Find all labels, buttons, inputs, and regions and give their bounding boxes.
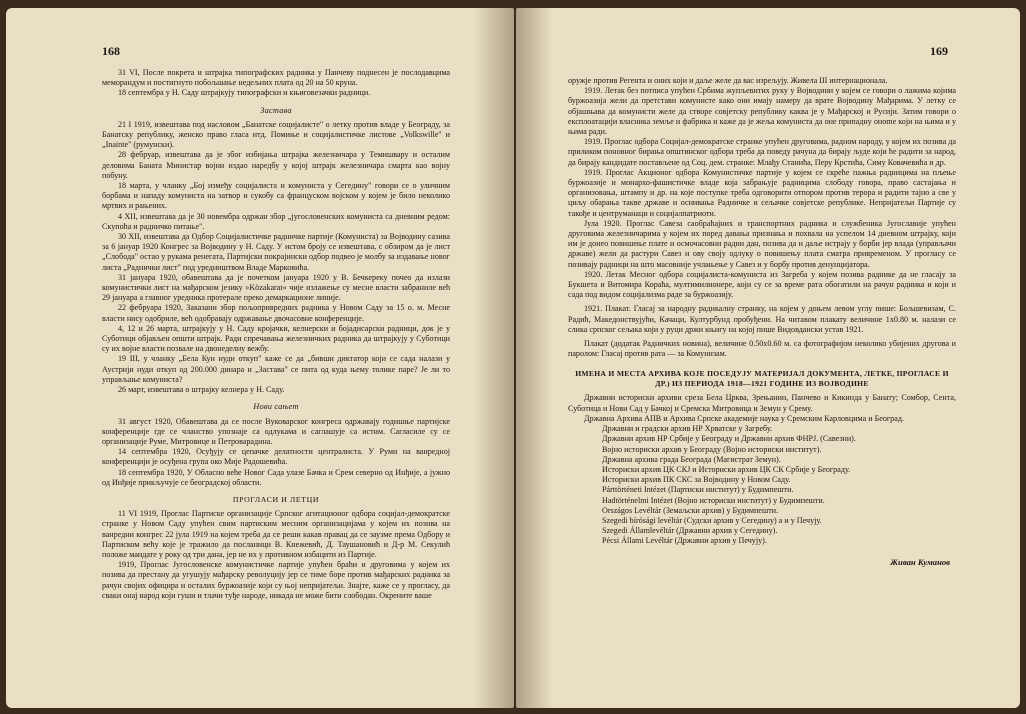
paragraph: 28 фебруар, извештава да је због избијања штрајка железничара у Темишвару и осталим деловима Баната Министар војни издао наредбу у којој штрајк железничара смарта као војну побуну. [102, 150, 450, 180]
paragraph: 21 I 1919, извештава под насловом „Банатске социјалисте" о летку против владе у Београду, за Банатску републику, женско право гласа итд. Помиње и социјалистичке листове „Volkswille" и „Inainte" (румунски). [102, 119, 450, 150]
left-page [6, 8, 514, 708]
archive-entry: Историски архив ЦК СКЈ и Историски архив ЦК СК Србије у Београду. [602, 464, 851, 474]
section-heading: Нови сањет [253, 402, 299, 412]
paragraph: Плакат (додатак Радничких новина), величине 0.50x0.60 м. са фотографијом неколико убијених другова и паролом: Гласај против рата — за Комунизам. [568, 339, 956, 359]
section-heading: ПРОГЛАСИ И ЛЕТЦИ [232, 494, 320, 504]
paragraph: 1919, Проглас Југословенске комунистичке партије упућен браћи и друговима у којем их позива да престану да угушују мађарску револуцију јер се тиме боре против мађарских радника за рачун својих официра и осталих буржоазије који су њој непријатељи. Знајте, каже се у прогласу, да сваки онај народ који гуши и тлачи туђе народе, никада не може бити слободан. Окрените ваше [102, 560, 450, 600]
paragraph: 18 марта, у чланку „Бој између социјалиста и комуниста у Сегедину" говори се о уличним борбама и нападу комуниста на затвор и сукобу са француском војском у којем је било неколико мртвих и рањених. [102, 181, 450, 211]
paragraph: 1919. Проглас одбора Социјал-демократске странке упућен друговима, радном народу, у којем их позива да приликом поновног бирања општинског одбора треба да поведу рачуна да бирају људе који ће радити за народ, да бирају кандидате постављене од Соц. дем. странке: Млађу Станића, Перу Крстића, Симу Ковачевића и др. [568, 137, 956, 167]
archive-entry: Војно историски архив у Београду (Војно историски институт). [602, 444, 822, 454]
gutter-shadow [474, 8, 514, 708]
archive-entry: Országos Levéltár (Земаљски архив) у Будимпешти. [602, 505, 779, 515]
archive-entry: Државна Архива АПВ и Архива Српске академије наука у Сремским Карловцима и Београд. [584, 413, 904, 423]
archive-entry: Државна архива града Београда (Магистрат Земун). [602, 454, 781, 464]
paragraph: 1921. Плакат. Гласај за народну радикалну странку, на којем у доњем левом углу пише: Бољшевизам, С. Радић, Македонствујући, Качаци, Културбунд пробуђени. На читавом плакату величине 1x0.80 м. налази се слика српског сељака који у руци држи књигу на којој пише Видовдански устав 1921. [568, 304, 956, 334]
archive-entry: Pécsi Állami Levéltár (Државни архив у Печују). [602, 536, 767, 546]
paragraph: 19 III, у чланку „Бела Кун нуди откуп" каже се да „бивши диктатор који се сада налази у Аустрији нуди откуп од 200.000 динара и „Застава" се пита од куда њему толике паре? Је ли то управљање комуниста? [102, 354, 450, 384]
paragraph: 31 август 1920, Обавештава да се после Вуковарског конгреса одржавају годишње партијске конференције где се чланство упознаје са одлукама и саглашује са истим. Сагласиле су се организације Руме, Митровице и Петроварадина. [102, 416, 450, 446]
archive-entry: Државни и градски архив НР Хрватске у Загребу. [602, 424, 773, 434]
archive-entry: Párttörténeti Intézet (Партиски институт) у Будимпешти. [602, 485, 794, 495]
paragraph: 1919. Летак без потписа упућен Србима жупљевитих руку у Војводини у којем се говори о лажима којима буржоазија жели да претстави комунисте како они имају намеру да врате Војводину Мађарима. У летку се објашњава да комунисти желе да створе совјетску републику каква је у Мађарској и Русији. Затим говори о експлоатацији власника земље и фабрика и каже да је жеља комуниста да оне припадну онome који на њима и у њима ради. [568, 86, 956, 137]
author-signature: Живан Куманов [890, 556, 950, 567]
paragraph: 4, 12 и 26 марта, штрајкују у Н. Саду кројачки, келнерски и бојадисарски радници, док је у Суботици објављен општи штрајк. Ради спречавања железничких радника да штрајкују у Суботици су их војне власти позвале на двонеделну вежбу. [102, 323, 450, 354]
paragraph: 1920. Летак Месног одбора социјалиста-комуниста из Загреба у којем позива раднике да не гласају за Букшета и Витомира Корaћа, мултимилионере, који су се за време рата обогатили на рачун радника и који и сада под видом социјализма раде за буржоазију. [568, 269, 956, 300]
paragraph: 14 септембра 1920, Осуђују се цепачке делатности централиста. У Руми на ванредној конференцији је осуђена група око Мије Радошевића. [102, 447, 450, 467]
paragraph: 31 VI, После покрета и штрајка типографских радника у Панчеву поднесен је послодавцима меморандум и постигнуто побољшање недељних плата од 20 на 50 круна. [102, 68, 450, 88]
archive-entry: Szegedi bírósági levéltár (Судски архив у Сегедину) а и у Печују. [602, 515, 822, 525]
paragraph: Јула 1920. Проглас Савеза саобраћајних и транспортних радника и службеника Југославије упућен друговима железничарима у којем их поред давања признања и похвала на успелом 14 дневном штрајку, који им је донео повишење плате и осмочасовни радни дан, позива да и даље истрају у борби јер влада (управљачи државе) жели да растури Савез и ову своју одлуку о повишењу плата сматра привременом. У прогласу се позивају радници на што масовније учлањење у Савез и у борбу против денунцијатора. [568, 218, 956, 269]
archives-heading: ИМЕНА И МЕСТА АРХИВА КОЈЕ ПОСЕДУЈУ МАТЕРИЈАЛ ДОКУМЕНТА, ЛЕТКЕ, ПРОГЛАСЕ И ДР.) ИЗ ПЕРИОДА 1918—1921 ГОДИНЕ ИЗ ВОЈВОДИНЕ [575, 369, 949, 389]
right-page [516, 8, 1020, 708]
right-text-column [568, 76, 956, 567]
archive-entry: Hadtörténelmi Intézet (Војно историски институт) у Будимпешти. [602, 495, 825, 505]
archive-entry: Државни архив НР Србије у Београду и Државни архив ФНРЈ. (Савезни). [602, 434, 856, 444]
paragraph: 18 септембра 1920, У Обласно веће Новог Сада улазе Бачка и Срем северно од Инђије, а јужно од Инђије прикључује се београдској области. [102, 467, 450, 487]
page-number: 168 [102, 44, 120, 58]
paragraph: 1919. Проглас Акционог одбора Комунистичке партије у којем се скреће пажња радницима на пљење буржоазије и монархо-фашистичке владе која забрањује радницима слободу говора, право састајања и организовања, штампу и др. на које поступке треба одговорити отпором против терора и радити тајно а све у циљу обарања такве државе и оснивања Радничке и сељачке совјетске републике. Непријатељи Партије су такође и центруманаци и социјалпатриоти. [568, 167, 956, 218]
page-number: 169 [930, 44, 948, 58]
gutter-shadow [516, 8, 552, 708]
paragraph: 22 фебруара 1920, Заказани збор пољопривредних радника у Новом Саду за 15 о. м. Месне власти нису одобриле, већ одобравају одржавање двочасовне конференције. [102, 303, 450, 323]
paragraph: 31 јануара 1920, обавештава да је почетком јануара 1920 у В. Бечкереку почео да излази комунистички лист на мађарском језику »Közakarat« чије излажење су месне власти забраниле већ 29 јануара а главног уредника протерале преко демаркационе линије. [102, 272, 450, 303]
paragraph: 30 XII, извештава да Одбор Социјалистичке радничке партије (Комуниста) за Војводину сазива за 6 јануар 1920 Конгрес за Војводину у Н. Саду. У истом броју се извештава, с обзиром да је лист „Слобода" остао у рукама ренегата, Партијски покрајински одбор подвео је молбу за издавање новог листа „Раднички лист" под уредништвом Владе Марковића. [102, 232, 450, 272]
left-text-column [102, 68, 450, 601]
paragraph: 11 VI 1919, Проглас Партиске организације Српског агитационог одбора социјал-демократске странке у Новом Саду упућен свим партиским месним организацијама у којем их позива на ванредни конгрес 22 јула 1919 на којем треба да се реши какав правац да се заузме према Одбору и Партиском већу које је тражило да посланици В. Кнежевић, Д. Таушановић и Д-р М. Секулић положе мандате у року од три дана, јер не их у противном избацити из Партије. [102, 509, 450, 559]
paragraph: 4 XII, извештава да је 30 новембра одржан збор „југословенских комуниста са дневним редом: Скупоћа и радничко питање". [102, 211, 450, 231]
archive-entry: Државни историски архиви среза Бела Црква, Зрењанин, Панчево и Кикинда у Банату; Сомбор, Сента, Суботица и Нови Сад у Бачкој и Сремска Митровица и Земун у Срему. [568, 393, 956, 413]
archive-entry: Историски архив ПК СКС за Војводину у Новом Саду. [602, 475, 791, 485]
archive-entry: Szegedi Államlevéltár (Државни архив у Сегедину). [602, 526, 778, 536]
paragraph: оружје против Регента и оних који и даље желе да вас изрељују. Живела III интернационала. [568, 76, 888, 85]
paragraph: 26 март, извештава о штрајку келнера у Н. Саду. [118, 385, 285, 395]
section-heading: Застава [260, 105, 292, 115]
paragraph: 18 септембра у Н. Саду штрајкују типографски и књиговезачки радници. [118, 88, 371, 98]
